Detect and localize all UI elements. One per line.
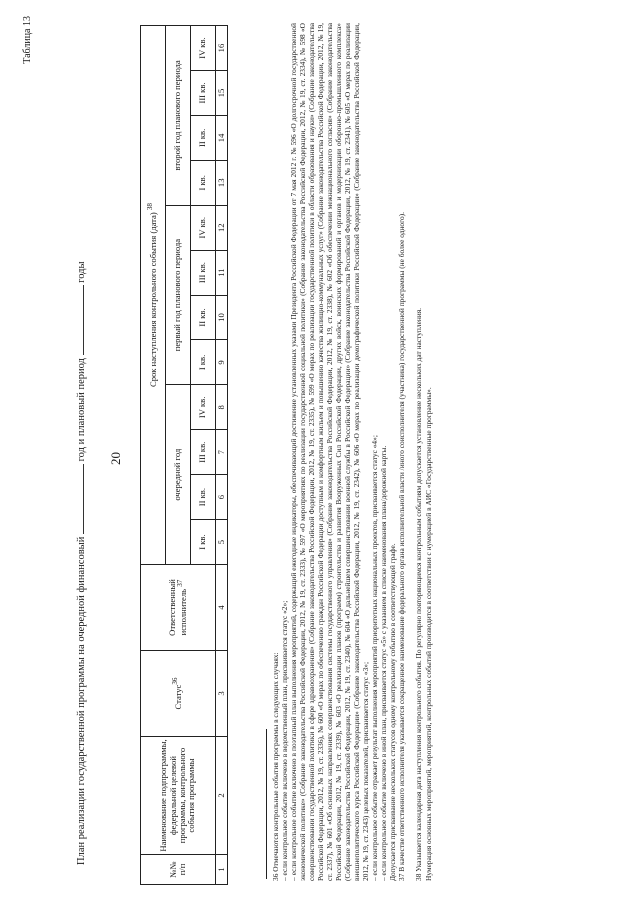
q3: III кв. [191,71,216,116]
q4: IV кв. [191,385,216,430]
q3: III кв. [191,250,216,295]
col-number: 15 [216,71,228,116]
q2: II кв. [191,115,216,160]
q4: IV кв. [191,205,216,250]
header-status: Статус$^{36}$ [141,651,216,737]
footnote-36-a: – если контрольное событие включено в ведомственный план, присваивается статус «2»; [280,600,290,881]
plan-title-part1: План реализации государственной программы на очередной финансовый [76,536,87,865]
header-first-year: первый год планового периода [166,205,191,385]
year-blank [83,464,84,534]
table-number: Таблица 13 [22,16,33,64]
header-current-year: очередной год [166,385,191,565]
q2: II кв. [191,295,216,340]
plan-title-part3: годы [76,261,87,283]
header-deadline: Срок наступления контрольного события (дата) $^{38}$ [141,26,166,565]
plan-table [140,25,228,885]
footnote-36: 36 Отмечаются контрольные события программы в следующих случаях: [271,652,280,881]
col-number: 3 [216,651,228,737]
plan-title-part2: год и плановый период [76,358,87,462]
years-blank [83,285,84,355]
footnote-38-b: Нумерация основных мероприятий, мероприятий, контрольных событий производится в соответствии с нумерацией в АИС «Государственные программы». [423,387,433,881]
footnote-36-e: Допускается присваивание нескольких статусов одному контрольному событию в соответствующей графе. [388,543,398,881]
header-responsible: Ответственный исполнитель $^{37}$ [141,565,216,651]
footnote-37: 37 В качестве ответственного исполнителя указывается сокращенное наименование федерального органа исполнительной власти /иного соисполнителя (участника) государственной программы (не более одного). [397,212,407,881]
header-num: №№ п/п [141,855,216,885]
footnote-36-c: – если контрольное событие отражает результат выполнения мероприятий приоритетных национальных проектов, присваивается статус «4»; [370,435,380,881]
col-number: 6 [216,475,228,520]
col-number: 5 [216,520,228,565]
col-number: 2 [216,737,228,855]
col-number: 8 [216,385,228,430]
plan-title [76,65,87,865]
col-number: 16 [216,26,228,71]
col-number: 10 [216,295,228,340]
footnote-separator [266,729,267,879]
col-number: 13 [216,160,228,205]
col-number: 1 [216,855,228,885]
footnote-38: 38 Указывается календарная дата наступления контрольного события. По регулярно повторяющимся контрольным событиям допускается установление нескольких дат наступления. [414,307,424,881]
page-number: 20 [108,452,123,465]
footnotes [266,23,433,881]
col-number: 7 [216,430,228,475]
column-number-row [216,26,228,885]
header-row-1 [141,26,166,885]
col-number: 11 [216,250,228,295]
footnote-36-b: – если контрольное событие включено в поэтапный план выполнения мероприятий, содержащий ежегодные индикаторы, обеспечивающий достижение установленных указами Президента Российской Федерации от 7 мая 2012 г. № 596 «О долгосрочной государственной экономической политике» (Собрание законодательства Российской Федерации, 2012, № 19, ст. 2333), № 597 «О мероприятиях по реализации государственной социальной политики» (Собрание законодательства Российской Федерации, 2012, № 19, ст. 2334), № 598 «О совершенствовании государственной политики в сфере здравоохранения» (Собрание законодательства Российской Федерации, 2012, № 19, ст. 2335), № 599 «О мерах по реализации государственной политики в области образования и науки» (Собрание законодательства Российской Федерации, 2012, № 19, ст. 2336), № 600 «О мерах по обеспечению граждан Российской Федерации доступным и комфортным жильем и повышению качества жилищно-коммунальных услуг» (Собрание законодательства Российской Федерации, 2012, № 19, ст. 2337), № 601 «Об основных направлениях совершенствования системы государственного управления» (Собрание законодательства Российской Федерации, 2012, № 19, ст. 2338), № 602 «Об обеспечении межнационального согласия» (Собрание законодательства Российской Федерации, 2012, № 19, ст. 2339), № 603 «О реализации планов (программ) строительства и развития Вооруженных Сил Российской Федерации, других войск, воинских формирований и органов и модернизации оборонно-промышленного комплекса» (Собрание законодательства Российской Федерации, 2012, № 19, ст. 2340), № 604 «О дальнейшем совершенствовании военной службы в Российской Федерации» (Собрание законодательства Российской Федерации, 2012, № 19, ст. 2341), № 605 «О мерах по реализации внешнеполитического курса Российской Федерации» (Собрание законодательства Российской Федерации, 2012, № 19, ст. 2342), № 606 «О мерах по реализации демографической политики Российской Федерации» (Собрание законодательства Российской Федерации, 2012, № 19, ст. 2343) целевых показателей, присваивается статус «3»; [289,23,371,881]
q3: III кв. [191,430,216,475]
q2: II кв. [191,475,216,520]
q1: I кв. [191,340,216,385]
col-number: 12 [216,205,228,250]
col-number: 4 [216,565,228,651]
col-number: 9 [216,340,228,385]
q1: I кв. [191,520,216,565]
header-name: Наименование подпрограммы, федеральной целевой программы, контрольного события программы [141,737,216,855]
header-second-year: второй год планового периода [166,26,191,206]
col-number: 14 [216,115,228,160]
q4: IV кв. [191,26,216,71]
footnote-36-d: – если контрольное событие включено в иной план, присваивается статус «5» с указанием в списке наименования плана/дорожной карты. [379,445,389,881]
q1: I кв. [191,160,216,205]
